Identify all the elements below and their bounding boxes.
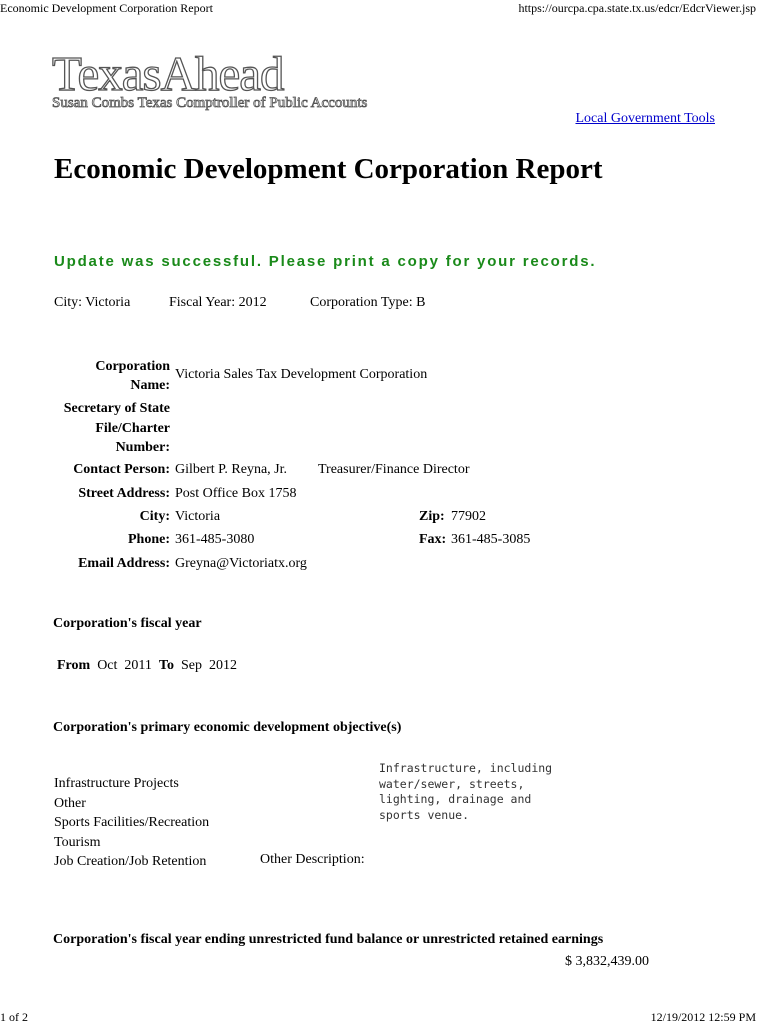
city-label: City: bbox=[139, 509, 170, 524]
list-item: Job Creation/Job Retention bbox=[54, 854, 207, 869]
sos-label-line1: Secretary of State bbox=[63, 401, 170, 416]
phone-label: Phone: bbox=[128, 532, 170, 547]
from-label: From bbox=[57, 658, 91, 673]
print-footer-timestamp: 12/19/2012 12:59 PM bbox=[650, 1010, 756, 1024]
contact-person-title: Treasurer/Finance Director bbox=[318, 462, 470, 477]
zip-value: 77902 bbox=[451, 509, 486, 524]
objectives-heading: Corporation's primary economic development objective(s) bbox=[53, 720, 402, 735]
contact-person-label: Contact Person: bbox=[73, 462, 170, 477]
fax-value: 361-485-3085 bbox=[451, 532, 531, 547]
corporation-name-label-line1: Corporation bbox=[95, 359, 170, 374]
sos-charter-label bbox=[64, 399, 170, 458]
summary-corporation-type: Corporation Type: B bbox=[310, 295, 426, 310]
sos-label-line2: File/Charter bbox=[95, 420, 170, 436]
to-month: Sep bbox=[180, 658, 202, 673]
texasahead-logo[interactable] bbox=[52, 46, 368, 111]
summary-city: City: Victoria bbox=[54, 295, 131, 310]
list-item: Sports Facilities/Recreation bbox=[54, 815, 210, 830]
fund-balance-heading: Corporation's fiscal year ending unrestricted fund balance or unrestricted retained earnings bbox=[53, 932, 604, 947]
list-item: Tourism bbox=[54, 834, 101, 850]
print-header-title: Economic Development Corporation Report bbox=[0, 1, 213, 15]
street-address-label: Street Address: bbox=[78, 486, 170, 501]
city-value: Victoria bbox=[175, 509, 221, 524]
list-item: Infrastructure Projects bbox=[54, 776, 179, 791]
logo-main-text: TexasAhead bbox=[52, 46, 284, 101]
objectives-list bbox=[54, 774, 209, 872]
local-government-tools-link[interactable]: Local Government Tools bbox=[575, 111, 715, 126]
print-footer-page-count: 1 of 2 bbox=[0, 1010, 28, 1024]
fax-label: Fax: bbox=[419, 532, 447, 547]
zip-label: Zip: bbox=[419, 509, 445, 524]
corporation-name-label bbox=[95, 357, 170, 395]
email-value: Greyna@Victoriatx.org bbox=[175, 556, 307, 571]
corporation-name-value: Victoria Sales Tax Development Corporation bbox=[175, 367, 428, 382]
fiscal-year-heading: Corporation's fiscal year bbox=[53, 616, 202, 631]
street-address-value: Post Office Box 1758 bbox=[175, 486, 297, 501]
to-label: To bbox=[158, 658, 174, 673]
from-year: 2011 bbox=[124, 658, 152, 673]
success-message: Update was successful. Please print a copy for your records. bbox=[54, 253, 597, 270]
contact-person-value: Gilbert P. Reyna, Jr. bbox=[175, 462, 287, 477]
list-item: Other bbox=[54, 795, 86, 811]
sos-label-line3: Number: bbox=[115, 440, 170, 455]
email-label: Email Address: bbox=[78, 556, 170, 571]
other-description-label: Other Description: bbox=[260, 852, 365, 867]
from-month: Oct bbox=[97, 658, 118, 673]
summary-fiscal-year: Fiscal Year: 2012 bbox=[169, 295, 267, 310]
fund-balance-amount: $ 3,832,439.00 bbox=[565, 954, 649, 969]
to-year: 2012 bbox=[208, 658, 237, 673]
fiscal-year-range bbox=[57, 658, 237, 674]
print-header-url: https://ourcpa.cpa.state.tx.us/edcr/EdcrViewer.jsp bbox=[518, 1, 756, 15]
page-title: Economic Development Corporation Report bbox=[54, 153, 603, 185]
logo-sub-text: Susan Combs Texas Comptroller of Public Accounts bbox=[52, 95, 368, 111]
corporation-name-label-line2: Name: bbox=[130, 378, 170, 393]
phone-value: 361-485-3080 bbox=[175, 532, 255, 547]
other-description-textarea[interactable]: Infrastructure, including water/sewer, streets, lighting, drainage and sports venue. bbox=[379, 761, 553, 822]
